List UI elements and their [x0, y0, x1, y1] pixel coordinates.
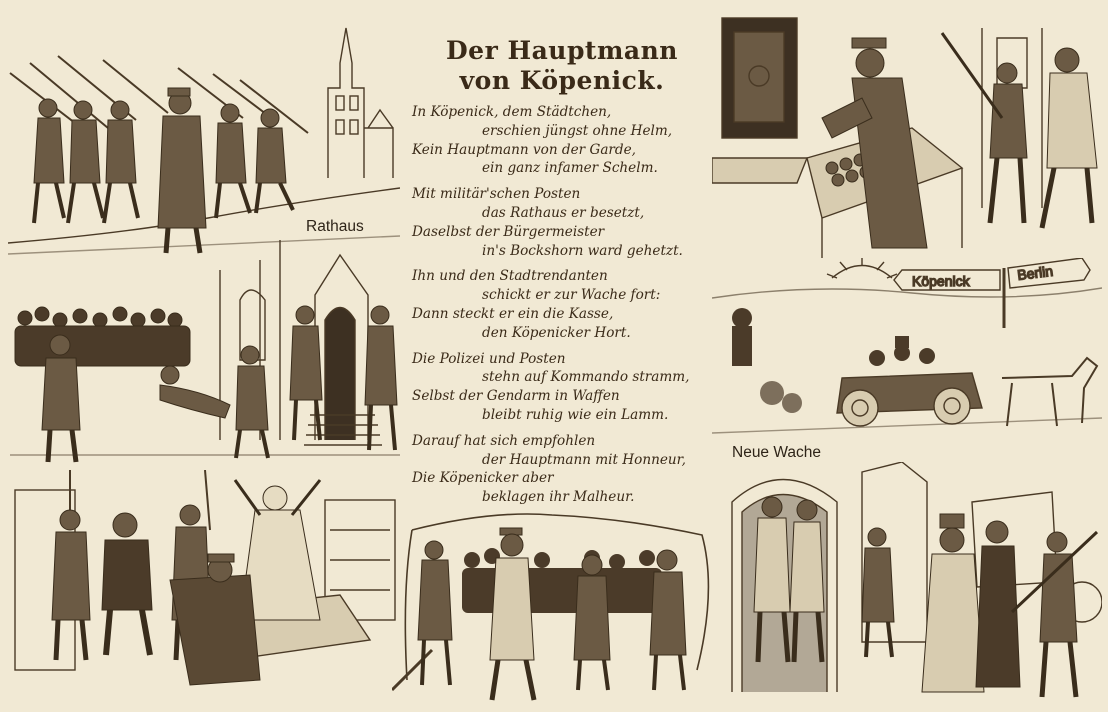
poem-line: Selbst der Gendarm in Waffen	[412, 388, 620, 405]
panel-office	[10, 470, 402, 706]
poem-line: Dann steckt er ein die Kasse,	[412, 305, 614, 322]
poem-block	[412, 36, 712, 506]
panel-treasury	[712, 8, 1102, 258]
poem-stanza	[412, 350, 712, 425]
label-neue-wache: Neue Wache	[732, 444, 822, 461]
poem-line: der Hauptmann mit Honneur,	[482, 451, 686, 468]
poem-line: den Köpenicker Hort.	[482, 324, 631, 341]
poem-line: stehn auf Kommando stramm,	[482, 369, 690, 386]
poem-line: beklagen ihr Malheur.	[482, 489, 635, 506]
poem-line: Kein Hauptmann von der Garde,	[412, 141, 636, 158]
neue-wache-illustration	[722, 462, 1102, 706]
panel-rathaus-scene	[10, 240, 400, 468]
poem-line: das Rathaus er besetzt,	[482, 204, 645, 221]
poem-stanza	[412, 185, 712, 260]
poem-line: Darauf hat sich empfohlen	[412, 432, 596, 449]
panel-guard-parade	[392, 490, 722, 706]
poem-line: in's Bockshorn ward gehetzt.	[482, 242, 683, 259]
sign-berlin: Berlin	[1016, 262, 1054, 283]
poem-line: Mit militär'schen Posten	[412, 186, 581, 203]
poem-line: In Köpenick, dem Städtchen,	[412, 104, 612, 120]
office-illustration	[10, 470, 402, 706]
sign-koepenick: Köpenick	[912, 273, 970, 289]
poem-line: bleibt ruhig wie ein Lamm.	[482, 406, 669, 423]
road-illustration	[712, 258, 1102, 443]
poem-line: ein ganz infamer Schelm.	[482, 160, 658, 177]
treasury-illustration	[712, 8, 1102, 258]
guard-parade-illustration	[392, 490, 722, 706]
rathaus-scene-illustration	[10, 240, 400, 468]
poem-line: Daselbst der Bürgermeister	[412, 223, 605, 240]
poem-line: Ihn und den Stadtrendanten	[412, 268, 608, 285]
poem-title-line2: von Köpenick.	[459, 66, 665, 95]
poem-stanza	[412, 103, 712, 178]
panel-road-berlin	[712, 258, 1102, 443]
poem-line: schickt er zur Wache fort:	[482, 287, 661, 304]
poem-line: Die Polizei und Posten	[412, 350, 566, 367]
poem-title-line1: Der Hauptmann	[446, 36, 678, 65]
panel-neue-wache	[722, 462, 1102, 706]
poem-line: erschien jüngst ohne Helm,	[482, 122, 673, 139]
label-rathaus: Rathaus	[306, 218, 364, 235]
poem-line: Die Köpenicker aber	[412, 470, 554, 487]
poem-stanza	[412, 267, 712, 342]
